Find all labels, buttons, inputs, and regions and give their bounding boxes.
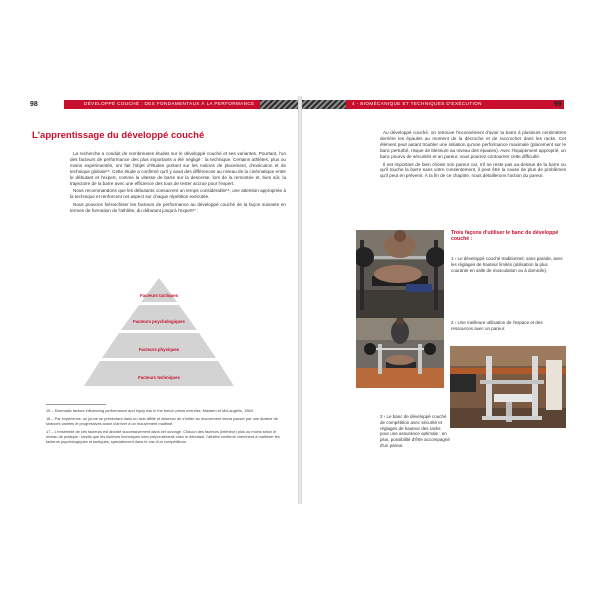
list-item: 2 › Une meilleure utilisation de l'espace et des ressources avec un pareur. (451, 320, 543, 331)
left-page (26, 96, 298, 504)
paragraph: La recherche a conduit de nombreuses études sur le développé couché et ses variantes. Pourtant, l'un des facteurs de performance des plus importants a été négligé : la technique. Certains athlètes, plus ou moins expérimentés, ont fait l'objet d'études portant sur les notions de placement, d'exécution et de technique globale¹⁵. Cette étude a confirmé qu'il y avait des différences au niveau de la cinématique entre le débutant et l'expert, comme la vitesse de barre sur la descente, lors de la remontée et, bien sûr, la trajectoire de la barre avec une efficience des tous de tester accrue pour l'expert. (70, 151, 286, 186)
body-text (380, 130, 566, 181)
performance-pyramid (84, 278, 234, 388)
callout-title: Trois façons d'utiliser le banc de développé couché : (451, 230, 559, 243)
footnote: 16 – Par expérience, un jeune se présentant dans un club affilié et désireux de s'initier au mouvement devra passer par une dizaine de séances variées et progressives avant d'arriver à un mouvement maîtrisé. (46, 416, 278, 426)
photo-bench-press-spotter (356, 230, 444, 318)
photo-competition-bench (450, 346, 566, 428)
photo-bench-press-gym (356, 318, 444, 388)
header-text: DÉVELOPPÉ COUCHÉ : DES FONDAMENTAUX À LA PERFORMANCE (84, 101, 255, 106)
list-item: 1 › Le développé couché traditionnel, sans parade, avec les réglages de hauteur limités (utilisation la plus courante en salle de musculation ou à domicile). (451, 256, 563, 273)
right-page (302, 96, 574, 504)
running-header (64, 100, 298, 109)
pyramid-tier-3 (102, 333, 216, 358)
photo-graphic (450, 346, 566, 428)
header-text: 4 - BIOMÉCANIQUE ET TECHNIQUES D'EXÉCUTION (352, 101, 482, 106)
pyramid-label-technical: Facteurs techniques (138, 375, 180, 380)
running-header (302, 100, 564, 109)
paragraph: Il est important de bien choisir son pareur car, s'il ne reste pas au-dessus de la barre ou qu'il touche la barre sans votre consentement, il peut être la cause de plus de problèmes qu'il peut en prévenir. À la fin de ce chapitre, nous détaillerons l'action du pareur. (380, 161, 566, 179)
photo-graphic (356, 318, 444, 388)
header-stripe-pattern (260, 100, 298, 109)
page-number: 98 (30, 101, 38, 108)
pyramid-label-physical: Facteurs physiques (138, 347, 180, 352)
paragraph: Nous pouvons hiérarchiser les facteurs de performance au développé couché de la façon suivante en termes de formation de l'athlète, du débutant jusqu'à l'expert¹⁷ : (70, 202, 286, 214)
book-spread (26, 96, 574, 504)
pyramid-label-tactics: Facteurs tactiques (140, 293, 178, 298)
body-text (70, 151, 286, 216)
photo-graphic (356, 230, 444, 318)
paragraph: Nous recommandons que les débutants consacrent un temps considérable¹⁶, une attention appropriée à la technique et renforcent cet aspect sur chaque répétition exécutée. (70, 188, 286, 200)
footnote: 17 – L'ensemble de ces facteurs est abordé successivement dans cet ouvrage. Chacun des facteurs (intérieur) plus ou moins selon le niveau de pratique : tandis que les facteurs techniques sont prépondérants chez le débutant, l'athlète confirmé cherchera à maîtriser les facteurs psychologiques et tactiques, spécialement dans le cas d'un compétitions. (46, 429, 280, 444)
paragraph: Au développé couché, on retrouve l'inconvénient d'avoir la barre à plusieurs centimètres derrière les épaules au moment de la décroche et de raccrocher dans les racks. Cet élément peut autant troubler une initiation qu'une performance maximale (placement sur le banc perturbé, risque de blessure au niveau des épaules). Avec l'équipement approprié, un banc pourvu de sécurités et un pareur, vous pourrez contourner cette difficulté. (380, 130, 566, 159)
page-number: 99 (554, 101, 562, 108)
footnotes (46, 404, 282, 447)
section-title: L'apprentissage du développé couché (32, 130, 205, 141)
pyramid-tier-2 (121, 305, 197, 330)
pyramid-tier-4 (84, 361, 234, 386)
footnote-rule (46, 404, 106, 405)
list-item: 3 › Le banc de développé couché de compétition avec sécurité et réglages de hauteur des racks pour une assurance optimale : en plus, possibilité d'être accompagné d'un pareur. (380, 414, 450, 448)
pyramid-label-psychology: Facteurs psychologiques (133, 319, 185, 324)
footnote: 15 – Kinematic factors influencing performance and injury risk in the bench press exercise. Madsen et McLaughlin, 1984. (46, 408, 254, 413)
pyramid-tier-1 (141, 278, 177, 302)
header-stripe-pattern (302, 100, 346, 109)
